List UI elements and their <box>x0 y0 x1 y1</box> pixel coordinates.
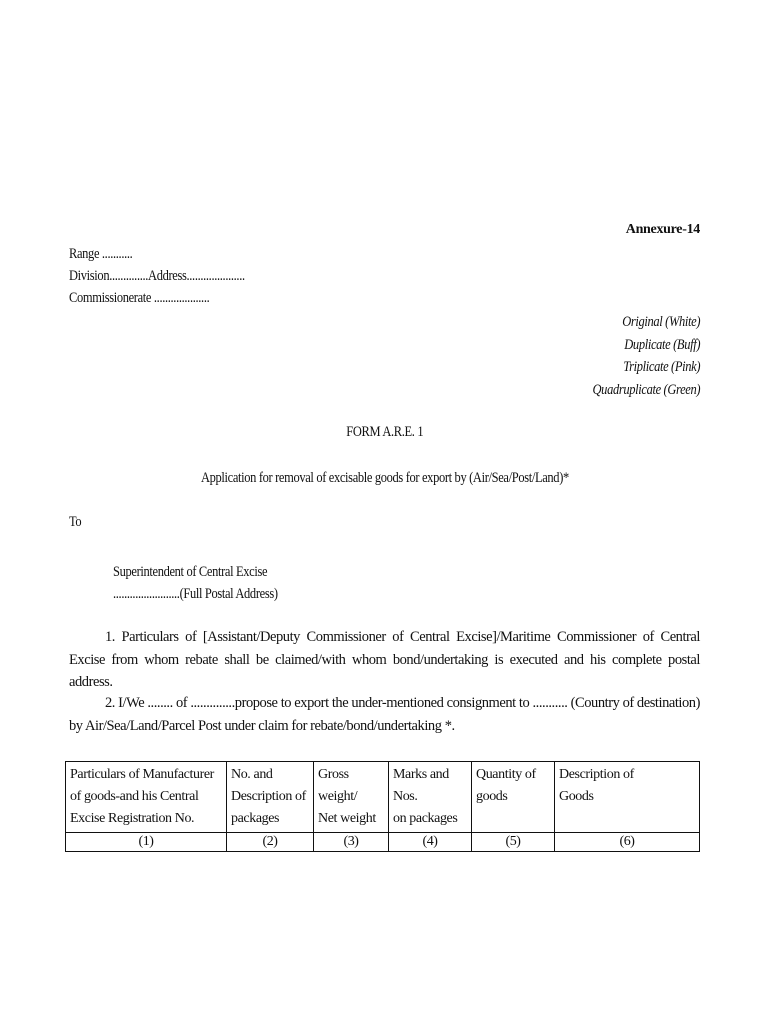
office-details <box>69 243 273 309</box>
application-title-text: Application for removal of excisable goods for export by (Air/Sea/Post/Land)* <box>201 470 569 486</box>
header-text: No. and Description of packages <box>231 767 306 826</box>
addressee: Superintendent of Central Excise <box>113 564 268 580</box>
postal-address-line: ........................(Full Postal Address) <box>113 586 278 602</box>
column-number-3: (3) <box>314 833 389 852</box>
header-description <box>555 762 700 833</box>
application-title <box>0 469 770 487</box>
table-header-row <box>66 762 700 833</box>
header-text: Description of Goods <box>559 767 634 804</box>
header-manufacturer <box>66 762 227 833</box>
commissionerate-line: Commissionerate .................... <box>69 290 210 306</box>
paragraph-1: 1. Particulars of [Assistant/Deputy Commissioner of Central Excise]/Maritime Commissioner of Central Excise from whom rebate shall be claimed/with whom bond/undertaking is executed and his complete postal address. <box>69 629 700 690</box>
header-quantity <box>472 762 555 833</box>
header-text: Quantity of goods <box>476 767 536 804</box>
column-number-5: (5) <box>472 833 555 852</box>
copy-triplicate: Triplicate (Pink) <box>623 359 700 375</box>
copy-original: Original (White) <box>622 314 700 330</box>
column-number-1: (1) <box>66 833 227 852</box>
header-text: Gross weight/ Net weight <box>318 767 376 826</box>
consignment-table <box>65 761 700 852</box>
paragraph-2: 2. I/We ........ of ..............propose to export the under-mentioned consignment to ........... (Country of destination) by Air/Sea/Land/Parcel Post under claim for rebate/bond/undertaking *. <box>69 695 700 734</box>
column-number-4: (4) <box>389 833 472 852</box>
header-text: Particulars of Manufacturer of goods-and his Central Excise Registration No. <box>70 767 214 826</box>
form-title-text: FORM A.R.E. 1 <box>346 424 424 440</box>
header-weight <box>314 762 389 833</box>
header-packages <box>227 762 314 833</box>
header-marks <box>389 762 472 833</box>
table-row <box>66 833 700 852</box>
range-line: Range ........... <box>69 246 133 262</box>
header-text: Marks and Nos. on packages <box>393 767 458 826</box>
addressee-block <box>113 561 304 605</box>
copy-duplicate: Duplicate (Buff) <box>624 336 700 353</box>
annexure-label: Annexure-14 <box>625 222 700 237</box>
form-title <box>0 423 770 441</box>
to-label: To <box>69 514 82 530</box>
column-number-6: (6) <box>555 833 700 852</box>
division-address-line: Division..............Address..................... <box>69 268 245 284</box>
copy-quadruplicate: Quadruplicate (Green) <box>592 381 700 398</box>
copy-colors <box>575 311 700 401</box>
column-number-2: (2) <box>227 833 314 852</box>
